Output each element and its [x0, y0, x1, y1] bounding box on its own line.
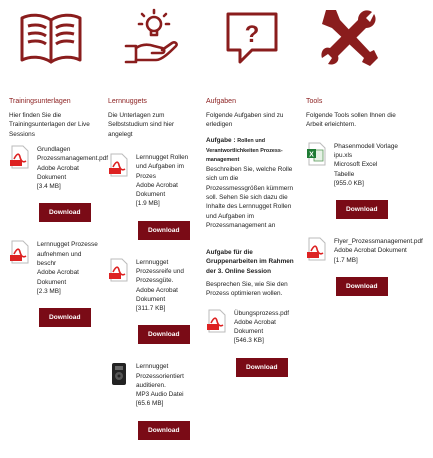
column-title: Tools [306, 98, 323, 105]
mp3-icon [108, 362, 130, 386]
file-item[interactable] [206, 309, 296, 346]
file-type: Adobe Acrobat Dokument [334, 247, 407, 255]
svg-text:X: X [309, 151, 314, 159]
wrench-screwdriver-icon [318, 6, 380, 68]
download-button[interactable]: Download [236, 358, 288, 377]
file-name[interactable]: Lernnugget Prozessreife und Prozessgüte. [136, 258, 184, 285]
file-name[interactable]: Lernnugget Prozesse aufnehmen und beschr [37, 241, 98, 267]
column-intro: Folgende Aufgaben sind zu erledigen [206, 112, 284, 129]
column-intro: Hier finden Sie die Trainingsunterlagen der Live Sessions [9, 112, 90, 138]
file-type: Adobe Acrobat Dokument [136, 286, 178, 303]
pdf-icon [206, 309, 228, 333]
download-button[interactable]: Download [336, 277, 388, 296]
column-lernnuggets [108, 97, 198, 458]
column-title: Aufgaben [206, 98, 236, 105]
file-item[interactable] [306, 237, 423, 265]
file-size: [546.3 KB] [234, 337, 264, 345]
file-item[interactable] [306, 142, 398, 188]
task-text: Beschreiben Sie, welche Rolle sich um die Prozessmessgrößen kümmern soll. Sehen Sie sich dazu die Inhalte des Lernnugget Rollen und Aufgaben im Prozessmanagement an [206, 166, 294, 229]
file-item[interactable] [108, 258, 198, 314]
column-aufgaben [206, 97, 296, 395]
file-name[interactable]: Übungsprozess.pdf [234, 309, 290, 317]
file-type: Adobe Acrobat Dokument [136, 181, 178, 199]
column-title: Trainingsunterlagen [9, 98, 71, 105]
pdf-icon [306, 237, 328, 261]
file-size: [955.0 KB] [334, 179, 364, 187]
download-button[interactable]: Download [138, 325, 190, 344]
file-name[interactable]: Phasenmodell Vorlage ipu.xls [334, 142, 398, 159]
file-type: Microsoft Excel Tabelle [334, 161, 378, 178]
download-button[interactable]: Download [138, 421, 190, 440]
file-size: [65.6 MB] [136, 400, 164, 408]
pdf-icon [108, 153, 130, 177]
file-name[interactable]: Grundlagen Prozessmanagement.pdf [37, 145, 109, 163]
column-trainingsunterlagen [9, 97, 109, 345]
pdf-icon [108, 258, 130, 282]
column-title: Lernnuggets [108, 98, 147, 105]
group-task [206, 248, 296, 298]
svg-text:?: ? [244, 21, 260, 48]
column-intro: Die Unterlagen zum Selbststudium sind hier angelegt [108, 112, 175, 138]
file-type: Adobe Acrobat Dokument [234, 318, 276, 336]
task-heading: Aufgabe : [206, 136, 238, 144]
group-task-heading: Aufgabe für die Gruppenarbeiten im Rahmen der 3. Online Session [206, 249, 294, 275]
file-size: [1.9 MB] [136, 200, 160, 208]
file-item[interactable] [9, 240, 101, 296]
download-button[interactable]: Download [336, 200, 388, 219]
file-item[interactable] [9, 145, 109, 191]
file-type: Adobe Acrobat Dokument [37, 269, 79, 286]
task-description [206, 136, 296, 230]
file-item[interactable] [108, 362, 198, 408]
file-size: [311.7 KB] [136, 305, 166, 313]
column-tools [306, 97, 423, 314]
download-button[interactable]: Download [138, 221, 190, 240]
pdf-icon [9, 145, 31, 169]
task-topic: Rollen und Verantwortlichkeiten Prozess-management [206, 137, 283, 164]
group-task-text: Besprechen Sie, wie Sie den Prozess optimieren wollen. [206, 281, 288, 298]
file-name[interactable]: Lernnugget Rollen und Aufgaben im Prozes [136, 153, 189, 180]
open-book-icon [18, 6, 84, 68]
column-intro: Folgende Tools sollen Ihnen die Arbeit erleichtern. [306, 112, 396, 129]
pdf-icon [9, 240, 31, 264]
file-size: [2.3 MB] [37, 287, 61, 295]
file-name[interactable]: Flyer_Prozessmanagement.pdf [334, 238, 423, 246]
file-size: [1.7 MB] [334, 256, 358, 264]
file-size: [3.4 MB] [37, 183, 61, 191]
file-type: Adobe Acrobat Dokument [37, 164, 79, 181]
file-item[interactable] [108, 153, 198, 209]
excel-icon [306, 142, 328, 166]
question-bubble-icon [222, 6, 282, 68]
download-button[interactable]: Download [39, 308, 91, 327]
hand-lightbulb-icon [122, 6, 182, 68]
file-type: MP3 Audio Datei [136, 391, 184, 399]
file-name[interactable]: Lernnugget Prozessorientiert auditieren. [136, 363, 184, 389]
download-button[interactable]: Download [39, 203, 91, 222]
